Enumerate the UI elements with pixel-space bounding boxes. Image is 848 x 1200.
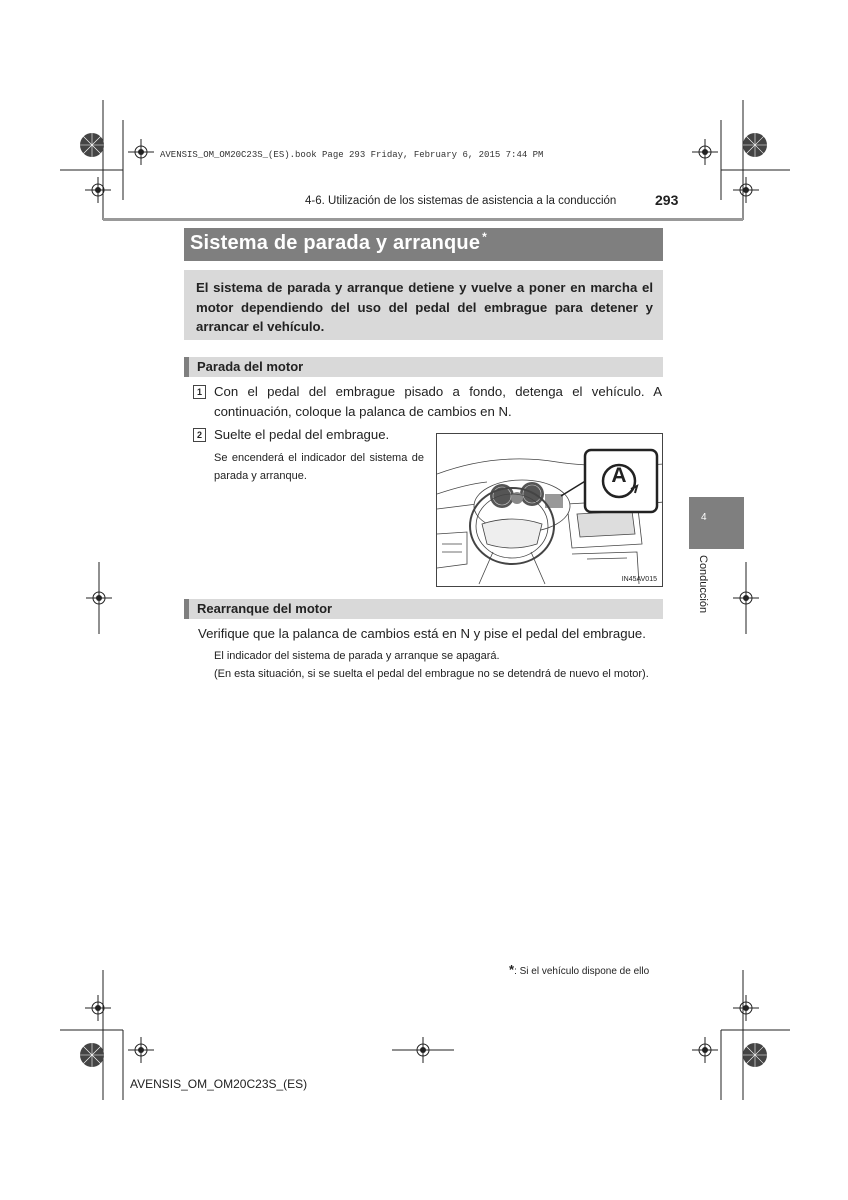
step-number-2: 2: [193, 428, 206, 442]
step-2-text: Suelte el pedal del embrague.: [214, 427, 390, 442]
illustration-code: IN45AV015: [621, 576, 657, 583]
step-2-note: Se encenderá el indicador del sistema de parada y arranque.: [214, 452, 424, 482]
footnote-marker: *: [509, 962, 515, 977]
section-heading-parada: [184, 357, 663, 377]
step-1-text: Con el pedal del embrague pisado a fondo, detenga el vehículo. A continuación, coloque la palanca de cambios en N.: [214, 384, 662, 419]
footnote-text: : Si el vehículo dispone de ello: [514, 966, 650, 977]
restart-instruction: Verifique que la palanca de cambios está en N y pise el pedal del embrague.: [198, 626, 646, 641]
chapter-label: Conducción: [697, 555, 709, 614]
page-title-box: [184, 228, 663, 261]
section-heading-text: Rearranque del motor: [197, 601, 333, 616]
header-rule: [103, 218, 743, 221]
dashboard-drawing: [437, 434, 663, 587]
page-number: 293: [655, 192, 679, 208]
footnote: [509, 962, 649, 977]
book-info: AVENSIS_OM_OM20C23S_(ES).book Page 293 Friday, February 6, 2015 7:44 PM: [160, 150, 544, 160]
stop-start-indicator-icon: A: [611, 464, 627, 487]
running-head: 4-6. Utilización de los sistemas de asistencia a la conducción: [305, 195, 617, 207]
section-heading-rearranque: [184, 599, 663, 619]
section-heading-text: Parada del motor: [197, 359, 304, 374]
intro-text: El sistema de parada y arranque detiene y vuelve a poner en marcha el motor dependiendo del uso del pedal del embrague para detener y arrancar el vehículo.: [196, 280, 653, 334]
chapter-tab: [689, 497, 744, 549]
title-footnote-marker: *: [482, 230, 488, 244]
restart-note-2: (En esta situación, si se suelta el pedal del embrague no se detendrá de nuevo el motor).: [214, 668, 649, 680]
dashboard-illustration: [436, 433, 663, 587]
restart-note-1: El indicador del sistema de parada y arranque se apagará.: [214, 650, 500, 662]
page-title-text: Sistema de parada y arranque: [190, 232, 481, 254]
chapter-number: 4: [701, 512, 707, 523]
step-number-1: 1: [193, 385, 206, 399]
intro-box: [184, 270, 663, 340]
footer-label: AVENSIS_OM_OM20C23S_(ES): [130, 1077, 308, 1091]
page-title: [190, 232, 487, 255]
